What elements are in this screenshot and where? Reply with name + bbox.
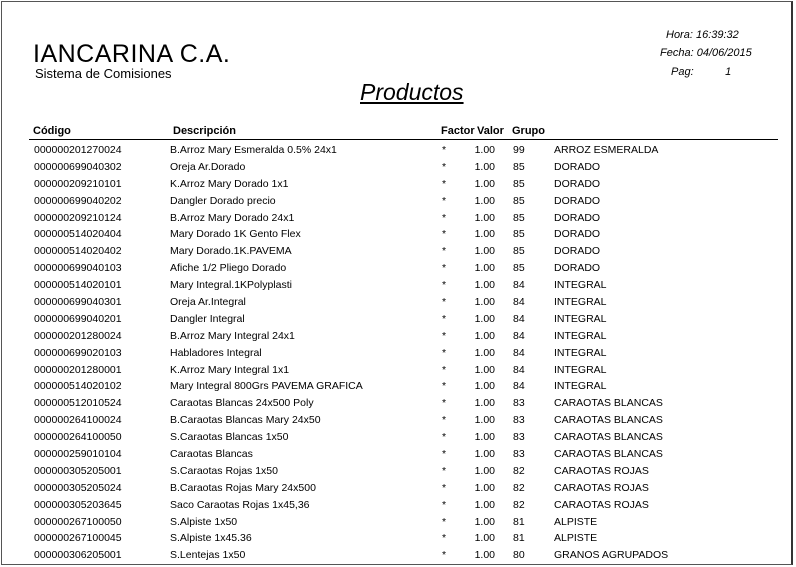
table-row xyxy=(0,430,796,447)
date-field xyxy=(660,47,752,59)
product-description: B.Arroz Mary Esmeralda 0.5% 24x1 xyxy=(170,144,337,156)
product-code: 000000514020101 xyxy=(34,279,122,292)
product-description: S.Alpiste 1x45.36 xyxy=(170,532,252,545)
product-value: 1.00 xyxy=(474,329,495,342)
product-factor: * xyxy=(442,160,447,173)
time-value: 16:39:32 xyxy=(695,29,739,41)
product-group-code: 85 xyxy=(513,228,525,241)
table-row xyxy=(0,160,796,177)
product-description: Caraotas Blancas xyxy=(170,448,253,461)
table-row xyxy=(0,295,796,312)
product-factor: * xyxy=(442,363,447,376)
product-group-code: 84 xyxy=(513,380,525,393)
table-row xyxy=(0,211,796,228)
product-group-name: DORADO xyxy=(554,262,601,275)
product-group-code: 81 xyxy=(513,515,525,528)
product-group-code: 85 xyxy=(513,177,525,190)
product-code: 000000512010524 xyxy=(34,397,122,410)
product-description: Oreja Ar.Integral xyxy=(170,296,246,309)
product-group-code: 83 xyxy=(513,397,525,410)
product-value: 1.00 xyxy=(474,464,495,477)
product-description: Habladores Integral xyxy=(170,346,262,359)
date-label: Fecha: xyxy=(660,47,694,59)
product-code: 000000259010104 xyxy=(34,448,122,461)
product-group-name: INTEGRAL xyxy=(554,380,607,393)
table-row xyxy=(0,244,796,261)
product-group-code: 82 xyxy=(513,481,525,494)
product-group-code: 85 xyxy=(513,194,525,207)
product-description: Saco Caraotas Rojas 1x45,36 xyxy=(170,498,310,511)
product-code: 000000201280024 xyxy=(34,329,122,342)
product-code: 000000267100050 xyxy=(34,515,122,528)
product-value: 1.00 xyxy=(474,431,495,444)
product-code: 000000699040301 xyxy=(34,296,122,309)
product-value: 1.00 xyxy=(474,228,495,241)
product-factor: * xyxy=(442,346,447,359)
product-group-name: DORADO xyxy=(554,177,601,190)
product-factor: * xyxy=(442,296,447,309)
product-description: K.Arroz Mary Integral 1x1 xyxy=(170,363,290,376)
page-label: Pag: xyxy=(671,66,694,78)
column-header-grupo: Grupo xyxy=(512,125,545,137)
product-group-name: GRANOS AGRUPADOS xyxy=(554,549,669,562)
product-group-name: DORADO xyxy=(554,245,601,258)
product-group-name: CARAOTAS BLANCAS xyxy=(554,448,663,461)
product-value: 1.00 xyxy=(474,245,495,258)
product-code: 000000699040202 xyxy=(34,194,122,207)
product-description: Dangler Dorado precio xyxy=(170,194,276,207)
product-group-code: 84 xyxy=(513,329,525,342)
product-factor: * xyxy=(442,262,447,275)
product-factor: * xyxy=(442,144,447,156)
system-name: Sistema de Comisiones xyxy=(35,66,172,81)
product-code: 000000201270024 xyxy=(34,144,122,156)
product-value: 1.00 xyxy=(474,194,495,207)
product-code: 000000699040201 xyxy=(34,312,122,325)
product-factor: * xyxy=(442,329,447,342)
product-code: 000000514020402 xyxy=(34,245,122,258)
product-factor: * xyxy=(442,464,447,477)
product-factor: * xyxy=(442,380,447,393)
product-value: 1.00 xyxy=(474,397,495,410)
product-factor: * xyxy=(442,228,447,241)
product-description: B.Caraotas Blancas Mary 24x50 xyxy=(170,414,321,427)
product-description: K.Arroz Mary Dorado 1x1 xyxy=(170,177,289,190)
product-group-code: 85 xyxy=(513,160,525,173)
product-factor: * xyxy=(442,481,447,494)
product-factor: * xyxy=(442,549,447,562)
table-row xyxy=(0,363,796,380)
product-code: 000000699040302 xyxy=(34,160,122,173)
table-row xyxy=(0,498,796,515)
product-description: B.Caraotas Rojas Mary 24x500 xyxy=(170,481,316,494)
product-group-name: DORADO xyxy=(554,211,601,224)
product-group-code: 80 xyxy=(513,549,525,562)
product-description: S.Caraotas Blancas 1x50 xyxy=(170,431,289,444)
product-group-code: 83 xyxy=(513,414,525,427)
table-row xyxy=(0,464,796,481)
product-group-name: INTEGRAL xyxy=(554,363,607,376)
company-name: IANCARINA C.A. xyxy=(33,40,231,68)
product-description: Mary Dorado 1K Gento Flex xyxy=(170,228,301,241)
product-factor: * xyxy=(442,279,447,292)
column-header-factor: Factor xyxy=(441,125,475,137)
product-factor: * xyxy=(442,498,447,511)
table-row xyxy=(0,548,796,565)
product-group-name: DORADO xyxy=(554,228,601,241)
product-value: 1.00 xyxy=(474,296,495,309)
product-group-code: 85 xyxy=(513,262,525,275)
product-description: Afiche 1/2 Pliego Dorado xyxy=(170,262,287,275)
table-row xyxy=(0,413,796,430)
product-factor: * xyxy=(442,515,447,528)
product-description: Mary Integral.1KPolyplasti xyxy=(170,279,292,292)
product-value: 1.00 xyxy=(474,481,495,494)
product-group-name: INTEGRAL xyxy=(554,296,607,309)
table-row xyxy=(0,261,796,278)
product-description: Mary Integral 800Grs PAVEMA GRAFICA xyxy=(170,380,363,393)
product-group-code: 82 xyxy=(513,498,525,511)
product-code: 000000514020102 xyxy=(34,380,122,393)
product-value: 1.00 xyxy=(474,160,495,173)
page-field xyxy=(671,66,731,78)
product-description: S.Lentejas 1x50 xyxy=(170,549,246,562)
product-group-code: 99 xyxy=(513,144,525,156)
product-code: 000000209210101 xyxy=(34,177,122,190)
product-code: 000000305205001 xyxy=(34,464,122,477)
product-value: 1.00 xyxy=(474,144,495,156)
product-group-code: 82 xyxy=(513,464,525,477)
table-row xyxy=(0,312,796,329)
product-value: 1.00 xyxy=(474,211,495,224)
product-code: 000000306205001 xyxy=(34,549,122,562)
product-value: 1.00 xyxy=(474,549,495,562)
page-number: 1 xyxy=(725,66,732,78)
product-group-name: CARAOTAS BLANCAS xyxy=(554,431,663,444)
product-group-name: INTEGRAL xyxy=(554,329,607,342)
product-factor: * xyxy=(442,177,447,190)
column-header-valor: Valor xyxy=(477,125,504,137)
product-value: 1.00 xyxy=(474,498,495,511)
product-code: 000000264100050 xyxy=(34,431,122,444)
product-code: 000000305205024 xyxy=(34,481,122,494)
product-group-name: CARAOTAS ROJAS xyxy=(554,481,649,494)
product-group-code: 84 xyxy=(513,363,525,376)
product-group-code: 84 xyxy=(513,296,525,309)
product-group-name: ALPISTE xyxy=(554,532,598,545)
product-group-name: INTEGRAL xyxy=(554,279,607,292)
product-table xyxy=(0,143,796,565)
product-description: Dangler Integral xyxy=(170,312,245,325)
product-value: 1.00 xyxy=(474,279,495,292)
date-value: 04/06/2015 xyxy=(696,47,752,59)
product-group-name: DORADO xyxy=(554,160,601,173)
product-code: 000000305203645 xyxy=(34,498,122,511)
table-row xyxy=(0,346,796,363)
product-code: 000000267100045 xyxy=(34,532,122,545)
product-group-code: 84 xyxy=(513,279,525,292)
product-code: 000000699020103 xyxy=(34,346,122,359)
table-row xyxy=(0,447,796,464)
product-group-name: DORADO xyxy=(554,194,601,207)
product-group-name: ARROZ ESMERALDA xyxy=(554,144,659,156)
product-group-code: 84 xyxy=(513,346,525,359)
product-value: 1.00 xyxy=(474,177,495,190)
table-row xyxy=(0,227,796,244)
product-description: B.Arroz Mary Dorado 24x1 xyxy=(170,211,295,224)
time-label: Hora: xyxy=(666,29,693,41)
product-group-name: CARAOTAS BLANCAS xyxy=(554,397,663,410)
table-row xyxy=(0,194,796,211)
product-description: S.Caraotas Rojas 1x50 xyxy=(170,464,278,477)
header-divider xyxy=(29,139,778,140)
table-row xyxy=(0,379,796,396)
product-code: 000000264100024 xyxy=(34,414,122,427)
product-description: S.Alpiste 1x50 xyxy=(170,515,238,528)
column-header-codigo: Código xyxy=(33,125,71,137)
product-factor: * xyxy=(442,397,447,410)
product-value: 1.00 xyxy=(474,262,495,275)
product-code: 000000209210124 xyxy=(34,211,122,224)
table-row xyxy=(0,278,796,295)
product-group-name: ALPISTE xyxy=(554,515,598,528)
product-factor: * xyxy=(442,414,447,427)
product-value: 1.00 xyxy=(474,312,495,325)
product-group-code: 81 xyxy=(513,532,525,545)
product-factor: * xyxy=(442,448,447,461)
product-factor: * xyxy=(442,211,447,224)
table-row xyxy=(0,531,796,548)
product-value: 1.00 xyxy=(474,532,495,545)
product-code: 000000514020404 xyxy=(34,228,122,241)
product-value: 1.00 xyxy=(474,515,495,528)
product-factor: * xyxy=(442,312,447,325)
product-group-code: 83 xyxy=(513,431,525,444)
product-description: Caraotas Blancas 24x500 Poly xyxy=(170,397,314,410)
product-group-name: CARAOTAS ROJAS xyxy=(554,498,649,511)
product-description: B.Arroz Mary Integral 24x1 xyxy=(170,329,295,342)
product-group-code: 85 xyxy=(513,245,525,258)
product-group-name: INTEGRAL xyxy=(554,312,607,325)
product-group-name: INTEGRAL xyxy=(554,346,607,359)
product-factor: * xyxy=(442,194,447,207)
product-value: 1.00 xyxy=(474,346,495,359)
table-row xyxy=(0,396,796,413)
product-description: Oreja Ar.Dorado xyxy=(170,160,246,173)
table-row xyxy=(0,481,796,498)
product-group-name: CARAOTAS BLANCAS xyxy=(554,414,663,427)
table-row xyxy=(0,329,796,346)
table-row xyxy=(0,515,796,532)
product-description: Mary Dorado.1K.PAVEMA xyxy=(170,245,292,258)
product-value: 1.00 xyxy=(474,380,495,393)
table-row xyxy=(0,177,796,194)
product-code: 000000201280001 xyxy=(34,363,122,376)
product-group-code: 83 xyxy=(513,448,525,461)
product-factor: * xyxy=(442,245,447,258)
column-header-descripcion: Descripción xyxy=(173,125,236,137)
report-title: Productos xyxy=(360,79,464,105)
product-group-name: CARAOTAS ROJAS xyxy=(554,464,649,477)
product-value: 1.00 xyxy=(474,414,495,427)
product-factor: * xyxy=(442,532,447,545)
product-group-code: 85 xyxy=(513,211,525,224)
product-value: 1.00 xyxy=(474,363,495,376)
table-row xyxy=(0,143,796,160)
product-value: 1.00 xyxy=(474,448,495,461)
time-field xyxy=(666,29,739,41)
product-factor: * xyxy=(442,431,447,444)
product-code: 000000699040103 xyxy=(34,262,122,275)
product-group-code: 84 xyxy=(513,312,525,325)
